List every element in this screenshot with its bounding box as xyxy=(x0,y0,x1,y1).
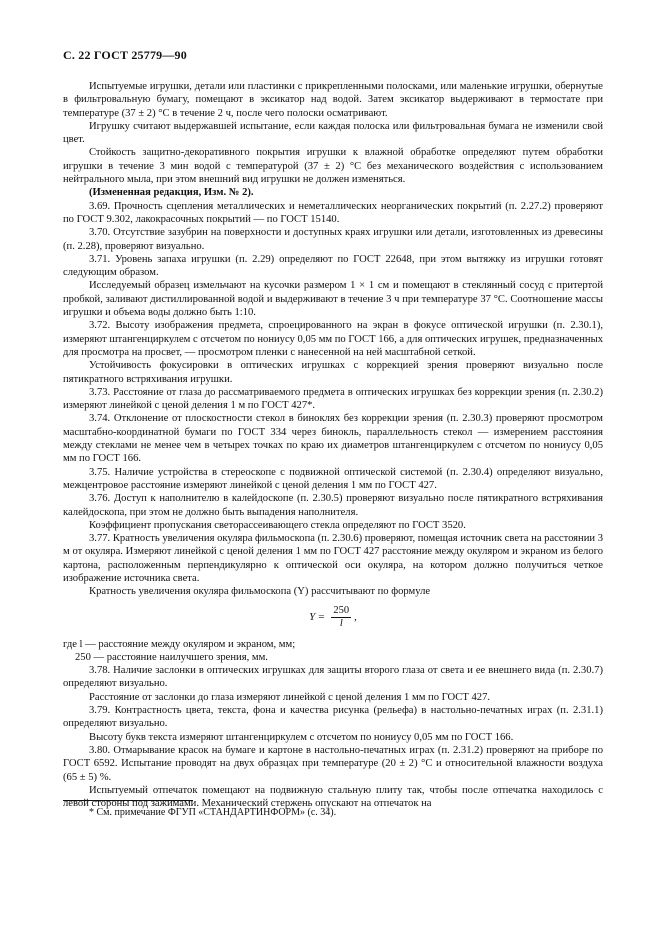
clause-3-74: 3.74. Отклонение от плоскостности стекол в биноклях без коррекции зрения (п. 2.30.3) проверяют просмотром масштабно-координатной бумаги по ГОСТ 334 через бинокль, параллельность стекол — измерением расстояния между стеклами не менее чем в четырех точках по краю их диаметров штангенциркулем с отсчетом по нониусу 0,05 мм по ГОСТ 166. xyxy=(63,413,603,465)
formula-numerator: 250 xyxy=(333,605,350,617)
paragraph: Коэффициент пропускания светорассеивающего стекла определяют по ГОСТ 3520. xyxy=(89,519,466,531)
paragraph: Исследуемый образец измельчают на кусочки размером 1 × 1 см и помещают в стеклянный сосуд с притертой пробкой, заливают дистиллированной водой и выдерживают в течение 3 ч при температуре 37 °С. Соотношение массы игрушки и объема воды должно быть 1:10. xyxy=(63,280,603,319)
formula-denominator: l xyxy=(339,618,343,630)
footnote-divider xyxy=(63,800,193,801)
paragraph: Игрушку считают выдержавшей испытание, если каждая полоска или фильтровальная бумага не изменили свой цвет. xyxy=(63,120,603,146)
page-header: С. 22 ГОСТ 25779—90 xyxy=(63,48,187,62)
footnote xyxy=(63,800,603,818)
clause-3-75: 3.75. Наличие устройства в стереоскопе с подвижной оптической системой (п. 2.30.4) определяют визуально, межцентровое расстояние измеряют линейкой с ценой деления 1 мм по ГОСТ 427. xyxy=(63,466,603,491)
document-body xyxy=(63,80,603,810)
formula-legend: где l — расстояние между окуляром и экраном, мм; xyxy=(63,638,296,650)
paragraph: Кратность увеличения окуляра фильмоскопа (Y) рассчитывают по формуле xyxy=(89,586,431,598)
clause-3-78: 3.78. Наличие заслонки в оптических игрушках для защиты второго глаза от света и ее внешнего вида (п. 2.30.7) определяют визуально. xyxy=(63,665,603,690)
formula-lhs: Y xyxy=(309,610,316,623)
clause-3-72: 3.72. Высоту изображения предмета, спроецированного на экран в фокусе оптической игрушки (п. 2.30.1), измеряют штангенциркулем с отсчетом по нониусу 0,05 мм по ГОСТ 166, а для оптических игрушек, предназначенных для просмотра на просвет, — просмотром пленки с нанесенной на ней масштабной сеткой. xyxy=(63,320,603,358)
clause-3-79: 3.79. Контрастность цвета, текста, фона и качества рисунка (рельефа) в настольно-печатных играх (п. 2.31.1) определяют визуально. xyxy=(63,705,603,730)
paragraph: Расстояние от заслонки до глаза измеряют линейкой с ценой деления 1 мм по ГОСТ 427. xyxy=(89,691,491,703)
clause-3-76: 3.76. Доступ к наполнителю в калейдоскопе (п. 2.30.5) проверяют визуально после пятикратного встряхивания калейдоскопа, при этом не должно быть выпадения наполнителя. xyxy=(63,493,603,518)
formula xyxy=(63,600,603,636)
paragraph: Стойкость защитно-декоративного покрытия игрушки к влажной обработке определяют путем обработки игрушки в течение 3 мин водой с температурой (37 ± 2) °С без механического воздействия с использованием нейтрального мыла, при этом внешний вид игрушки не должен изменяться. xyxy=(63,147,603,186)
clause-3-73: 3.73. Расстояние от глаза до рассматриваемого предмета в оптических игрушках без коррекции зрения (п. 2.30.2) измеряют линейкой с ценой деления 1 м по ГОСТ 427*. xyxy=(63,386,603,412)
formula-legend: 250 — расстояние наилучшего зрения, мм. xyxy=(75,651,268,663)
paragraph: Испытуемый отпечаток помещают на подвижную стальную плиту так, чтобы после отпечатка находилось с левой стороны под зажимами. Механический стержень опускают на отпечаток на xyxy=(63,784,603,810)
paragraph: Высоту букв текста измеряют штангенциркулем с отсчетом по нониусу 0,05 мм по ГОСТ 166. xyxy=(89,731,514,743)
clause-3-71: 3.71. Уровень запаха игрушки (п. 2.29) определяют по ГОСТ 22648, при этом вытяжку из игрушки готовят следующим образом. xyxy=(63,253,603,279)
formula-tail: , xyxy=(354,610,357,623)
clause-3-80: 3.80. Отмарывание красок на бумаге и картоне в настольно-печатных играх (п. 2.31.2) проверяют на приборе по ГОСТ 6592. Испытание проводят на двух образцах при температуре (20 ± 2) °С и относительной влажности воздуха (65 ± 5) %. xyxy=(63,744,603,783)
paragraph: Устойчивость фокусировки в оптических игрушках с коррекцией зрения проверяют визуально после пятикратного встряхивания игрушки. xyxy=(63,360,603,385)
clause-3-70: 3.70. Отсутствие зазубрин на поверхности и доступных краях игрушки или детали, изготовленных из древесины (п. 2.28), проверяют визуально. xyxy=(63,227,603,252)
paragraph: Испытуемые игрушки, детали или пластинки с прикрепленными полосками, или маленькие игрушки, обернутые в фильтровальную бумагу, помещают в эксикатор над водой. Затем эксикатор выдерживают в термостате при температуре (37 ± 2) °С в течение 2 ч, после чего полоски осматривают. xyxy=(63,81,603,119)
formula-equals: = xyxy=(318,610,325,623)
amendment-note: (Измененная редакция, Изм. № 2). xyxy=(89,187,254,199)
footnote-text: * См. примечание ФГУП «СТАНДАРТИНФОРМ» (с. 34). xyxy=(89,807,337,818)
clause-3-77: 3.77. Кратность увеличения окуляра фильмоскопа (п. 2.30.6) проверяют, помещая источник света на расстоянии 3 м от окуляра. Измеряют линейкой с ценой деления 1 мм по ГОСТ 427 расстояние между окуляром и экраном из белого картона, расположенным перпендикулярно к оптической оси окуляра, на котором должно получиться четкое изображение источника света. xyxy=(63,533,603,584)
clause-3-69: 3.69. Прочность сцепления металлических и неметаллических неорганических покрытий (п. 2.27.2) проверяют по ГОСТ 9.302, лакокрасочных покрытий — по ГОСТ 15140. xyxy=(63,200,603,225)
formula-fraction xyxy=(331,605,351,630)
